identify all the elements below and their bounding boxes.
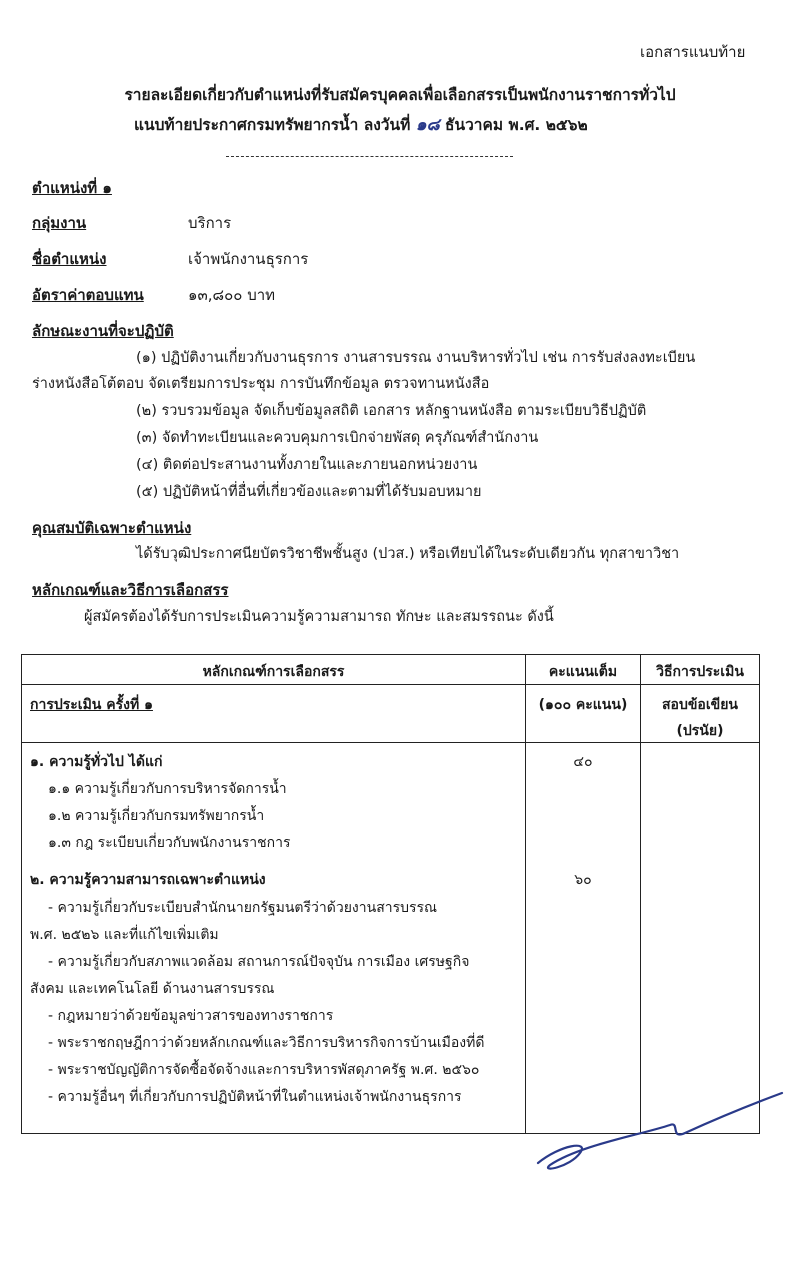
section-2-line: - พระราชกฤษฎีกาว่าด้วยหลักเกณฑ์และวิธีการบริหารกิจการบ้านเมืองที่ดี [48,1035,485,1051]
group-value: บริการ [188,214,232,232]
section-1-item: ๑.๒ ความรู้เกี่ยวกับกรมทรัพยากรน้ำ [48,808,265,824]
duty-item-3: (๓) จัดทำทะเบียนและควบคุมการเบิกจ่ายพัสดุ ครุภัณฑ์สำนักงาน [136,430,539,446]
section-1-title: ๑. ความรู้ทั่วไป ได้แก่ [30,754,163,770]
heading-handwritten-day: ๑๘ [415,115,440,135]
method-content-cell [641,743,760,1134]
table-header-row [22,655,760,685]
content-row [22,743,760,1134]
duty-item-5: (๕) ปฏิบัติหน้าที่อื่นที่เกี่ยวข้องและตามที่ได้รับมอบหมาย [136,484,482,500]
duty-item-2: (๒) รวบรวมข้อมูล จัดเก็บข้อมูลสถิติ เอกสาร หลักฐานหนังสือ ตามระเบียบวิธีปฏิบัติ [136,403,647,419]
method-header-cell [641,655,760,685]
method-header: วิธีการประเมิน [656,664,744,680]
group-label: กลุ่มงาน [32,214,87,232]
position-name-label: ชื่อตำแหน่ง [32,250,107,268]
attachment-label: เอกสารแนบท้าย [640,43,746,61]
section-2-score: ๖๐ [574,872,592,888]
round-cell [22,685,526,743]
qualification-title: คุณสมบัติเฉพาะตำแหน่ง [32,519,192,537]
score-content-cell [526,743,641,1134]
section-2-title: ๒. ความรู้ความสามารถเฉพาะตำแหน่ง [30,872,266,888]
selection-title: หลักเกณฑ์และวิธีการเลือกสรร [32,581,229,599]
selection-intro: ผู้สมัครต้องได้รับการประเมินความรู้ความสามารถ ทักษะ และสมรรถนะ ดังนี้ [84,609,554,625]
section-1-item: ๑.๓ กฎ ระเบียบเกี่ยวกับพนักงานราชการ [48,835,291,851]
method-line-2: (ปรนัย) [676,723,724,739]
criteria-content-cell [22,743,526,1134]
heading-divider [226,156,513,157]
signature-mark [520,1085,790,1180]
duty-item-1-line-2: ร่างหนังสือโต้ตอบ จัดเตรียมการประชุม การบันทึกข้อมูล ตรวจทานหนังสือ [32,376,490,392]
method-line-1: สอบข้อเขียน [662,697,738,713]
salary-label: อัตราค่าตอบแทน [32,286,144,304]
criteria-header: หลักเกณฑ์การเลือกสรร [202,664,345,680]
heading-date-suffix: ธันวาคม พ.ศ. ๒๕๖๒ [445,116,588,134]
round-label: การประเมิน ครั้งที่ ๑ [30,697,153,713]
qualification-text: ได้รับวุฒิประกาศนียบัตรวิชาชีพชั้นสูง (ปวส.) หรือเทียบได้ในระดับเดียวกัน ทุกสาขาวิชา [136,546,680,562]
heading-date-prefix: แนบท้ายประกาศกรมทรัพยากรน้ำ ลงวันที่ [134,116,411,134]
section-2-line: - กฎหมายว่าด้วยข้อมูลข่าวสารของทางราชการ [48,1008,334,1024]
selection-criteria-table [21,654,760,1134]
duties-title: ลักษณะงานที่จะปฏิบัติ [32,322,174,340]
score-header-cell [526,655,641,685]
section-2-line: - พระราชบัญญัติการจัดซื้อจัดจ้างและการบริหารพัสดุภาครัฐ พ.ศ. ๒๕๖๐ [48,1062,480,1078]
section-2-line: - ความรู้อื่นๆ ที่เกี่ยวกับการปฏิบัติหน้าที่ในตำแหน่งเจ้าพนักงานธุรการ [48,1089,462,1105]
position-title: ตำแหน่งที่ ๑ [32,179,112,197]
position-name-value: เจ้าพนักงานธุรการ [188,250,309,268]
section-2-line: สังคม และเทคโนโลยี ด้านงานสารบรรณ [30,981,275,997]
section-1-score: ๔๐ [573,754,593,770]
salary-value: ๑๓,๘๐๐ บาท [188,286,276,304]
document-heading-line2 [134,111,588,138]
section-2-line: - ความรู้เกี่ยวกับสภาพแวดล้อม สถานการณ์ปัจจุบัน การเมือง เศรษฐกิจ [48,954,470,970]
score-header: คะแนนเต็ม [548,664,618,680]
total-score: (๑๐๐ คะแนน) [538,697,628,713]
duty-item-4: (๔) ติดต่อประสานงานทั้งภายในและภายนอกหน่วยงาน [136,457,478,473]
section-2-line: - ความรู้เกี่ยวกับระเบียบสำนักนายกรัฐมนตรีว่าด้วยงานสารบรรณ [48,900,438,916]
criteria-header-cell [22,655,526,685]
method-cell [641,685,760,743]
criteria-content [22,743,525,1133]
round-row [22,685,760,743]
section-1-item: ๑.๑ ความรู้เกี่ยวกับการบริหารจัดการน้ำ [48,781,287,797]
total-score-cell [526,685,641,743]
duty-item-1-line-1: (๑) ปฏิบัติงานเกี่ยวกับงานธุรการ งานสารบรรณ งานบริหารทั่วไป เช่น การรับส่งลงทะเบียน [136,350,696,366]
score-content [526,743,640,1133]
section-2-line: พ.ศ. ๒๕๒๖ และที่แก้ไขเพิ่มเติม [30,927,219,943]
document-heading-line1: รายละเอียดเกี่ยวกับตำแหน่งที่รับสมัครบุคคลเพื่อเลือกสรรเป็นพนักงานราชการทั่วไป [124,86,676,104]
